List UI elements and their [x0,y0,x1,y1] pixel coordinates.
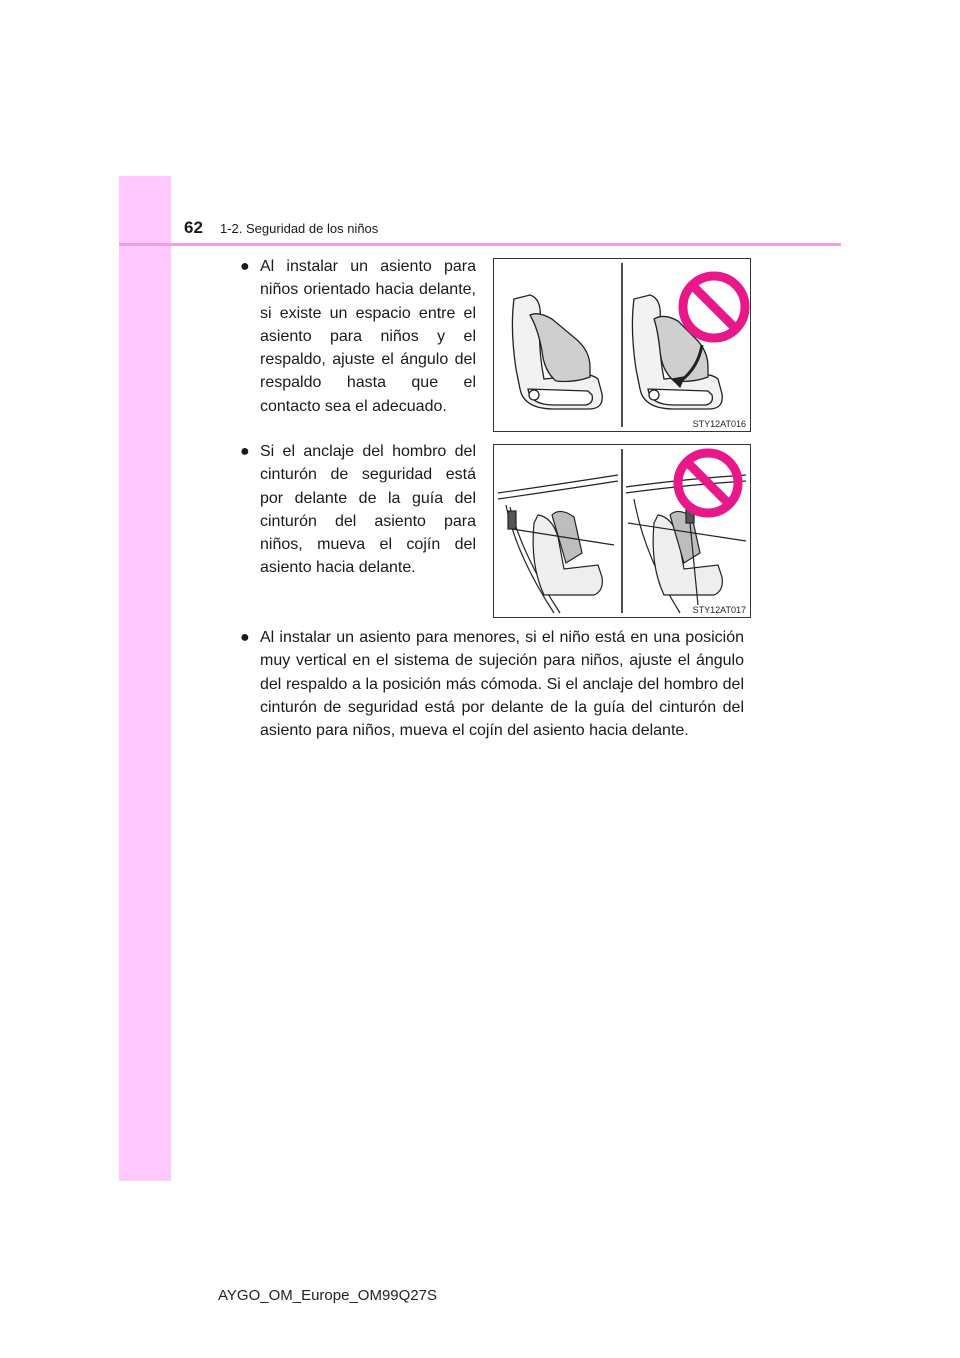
header-rule [119,243,841,246]
side-tab-band [119,176,171,1181]
figure-code: STY12AT017 [692,605,746,615]
seat-right-icon [632,295,722,409]
figure-code: STY12AT016 [692,419,746,429]
bullet-text: Al instalar un asiento para niños orientado hacia delante, si existe un espacio entre el asiento para niños y el respaldo, ajuste el ángulo del respaldo hasta que el contacto sea el adecuado. [260,258,476,415]
bullet-text: Al instalar un asiento para menores, si el niño está en una posición muy vertical en el sistema de sujeción para niños, ajuste el ángulo del respaldo a la posición más cómoda. Si el anclaje del hombro del cinturón de seguridad está por delante de la guía del cinturón del asiento para niños, mueva el cojín del asiento hacia delante. [260,629,744,740]
footer-doc-id: AYGO_OM_Europe_OM99Q27S [218,1287,437,1304]
section-title: 1-2. Seguridad de los niños [220,221,379,236]
bullet-dot-icon: ● [240,629,250,646]
bullet-item-1 [240,255,476,418]
seat-illustration [494,259,750,431]
car-interior-left-icon [498,475,618,613]
car-seat-illustration [494,445,750,617]
bullet-dot-icon: ● [240,258,250,275]
seat-left-icon [512,295,602,409]
car-interior-right-icon [626,475,746,613]
page-number: 62 [184,218,203,237]
figure-seat-backrest [493,258,751,432]
figure-seat-belt-anchor [493,444,751,618]
bullet-item-2 [240,440,476,580]
bullet-item-3 [240,626,744,742]
bullet-text: Si el anclaje del hombro del cinturón de seguridad está por delante de la guía del cinturón del asiento para niños, mueva el cojín del asiento hacia delante. [260,443,476,577]
bullet-dot-icon: ● [240,443,250,460]
prohibited-icon [683,276,745,338]
prohibited-icon [678,453,738,513]
